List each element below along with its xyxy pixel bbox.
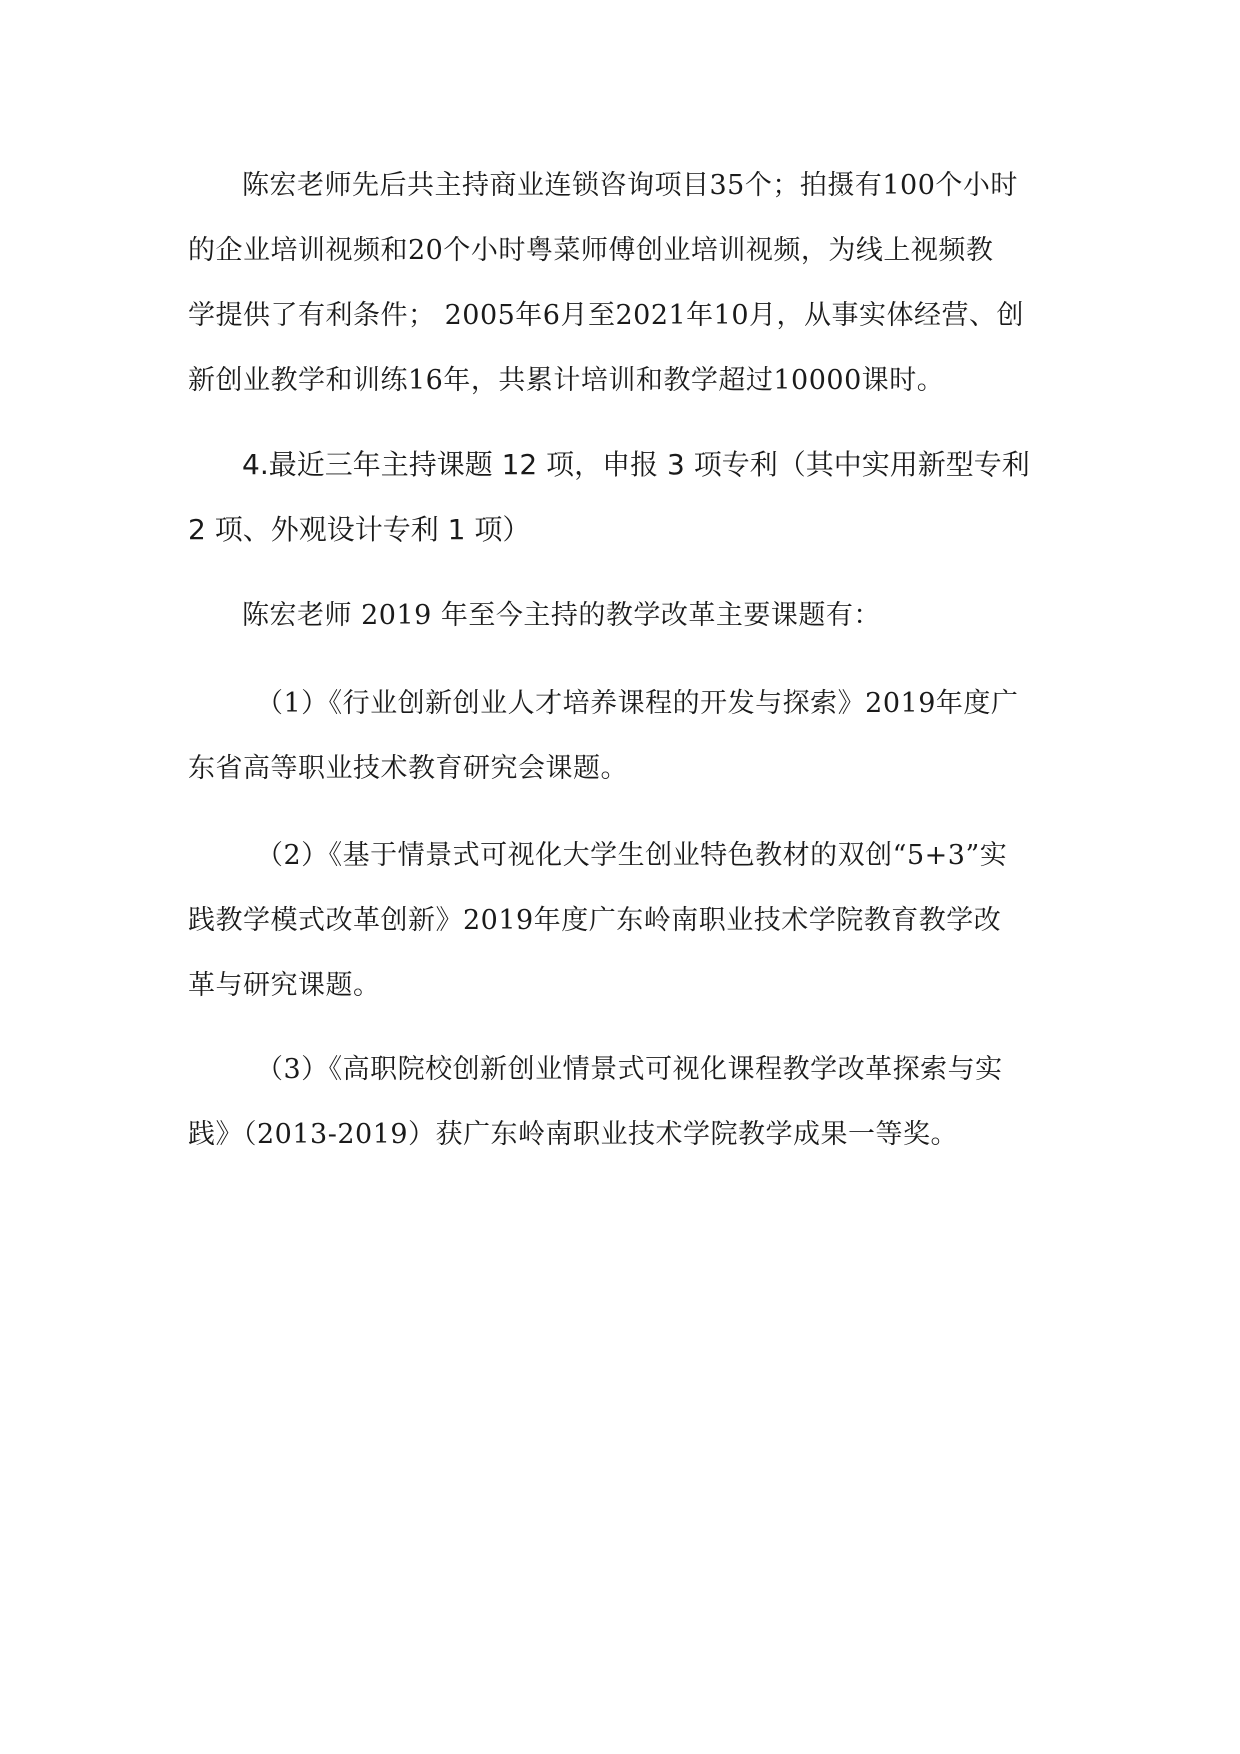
text-line: 东省高等职业技术教育研究会课题。 (188, 753, 628, 784)
heading-line: 4.最近三年主持课题 12 项，申报 3 项专利（其中实用新型专利 (242, 448, 1030, 481)
intro-paragraph (188, 583, 1050, 648)
text-line: 革与研究课题。 (188, 970, 381, 1001)
text-line: 践》（2013-2019）获广东岭南职业技术学院教学成果一等奖。 (188, 1119, 959, 1150)
text-line: 践教学模式改革创新》2019年度广东岭南职业技术学院教育教学改 (188, 905, 1002, 936)
text-line: 新创业教学和训练16年，共累计培训和教学超过10000课时。 (188, 365, 945, 396)
text-line: （2）《基于情景式可视化大学生创业特色教材的双创“5+3”实 (256, 840, 1008, 871)
text-line: （3）《高职院校创新创业情景式可视化课程教学改革探索与实 (256, 1054, 1003, 1085)
text-line: 学提供了有利条件； 2005年6月至2021年10月，从事实体经营、创 (188, 300, 1025, 331)
text-line: 陈宏老师 2019 年至今主持的教学改革主要课题有： (242, 600, 881, 631)
text-line: 陈宏老师先后共主持商业连锁咨询项目35个；拍摄有100个小时 (242, 170, 1018, 201)
text-line: （1）《行业创新创业人才培养课程的开发与探索》2019年度广 (256, 688, 1019, 719)
list-item (188, 1037, 1050, 1167)
text-line: 的企业培训视频和20个小时粤菜师傅创业培训视频，为线上视频教 (188, 235, 994, 266)
section-heading-research-patents (188, 432, 1050, 562)
heading-line: 2 项、外观设计专利 1 项） (188, 513, 531, 546)
paragraph-project-experience (188, 153, 1050, 413)
list-item (188, 823, 1050, 1018)
list-item (188, 671, 1050, 801)
